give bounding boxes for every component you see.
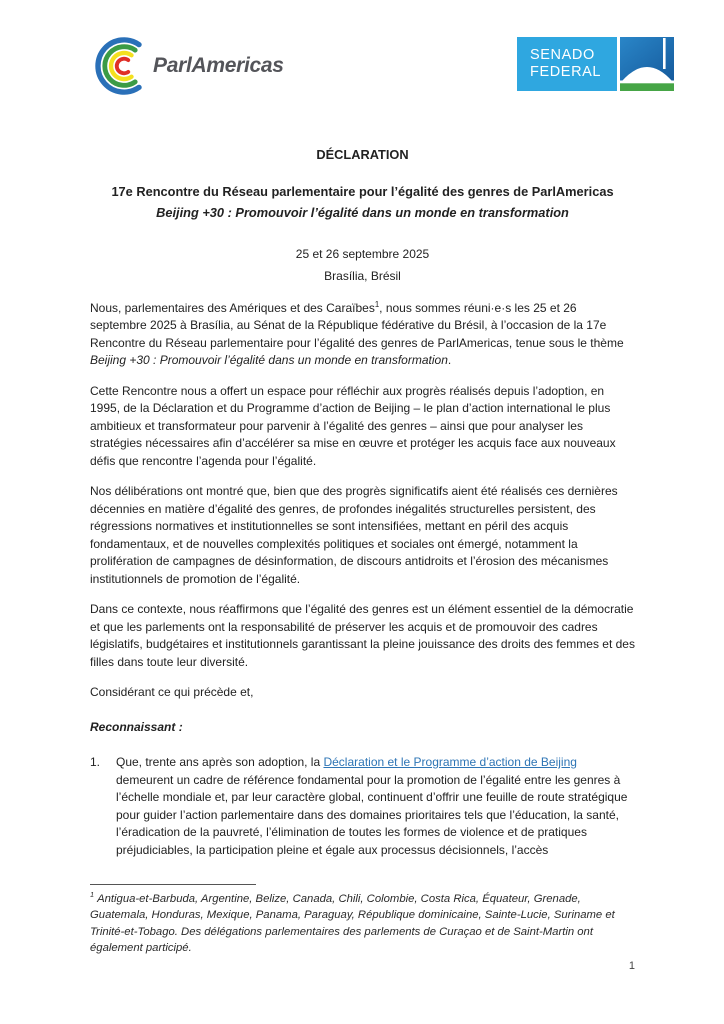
list-item-before-link: Que, trente ans après son adoption, la <box>116 755 324 769</box>
footnote-marker: 1 <box>90 890 95 900</box>
list-item-1 <box>90 754 635 859</box>
section-heading-reconnaissant: Reconnaissant : <box>90 719 183 734</box>
meeting-title: 17e Rencontre du Réseau parlementaire pour l’égalité des genres de ParlAmericas <box>111 183 614 199</box>
parlamericas-logo-text: ParlAmericas <box>153 54 284 77</box>
congress-dome-icon <box>620 37 674 91</box>
senado-federal-wordmark <box>517 37 617 91</box>
document-header <box>95 37 674 95</box>
meeting-dates: 25 et 26 septembre 2025 <box>295 246 430 261</box>
meeting-theme: Beijing +30 : Promouvoir l’égalité dans un monde en transformation <box>156 205 569 220</box>
senado-wordmark-line2: FEDERAL <box>530 64 602 80</box>
parlamericas-arcs-icon <box>95 37 157 95</box>
senado-federal-logo <box>517 37 674 91</box>
paragraph-deliberations: Nos délibérations ont montré que, bien que des progrès significatifs aient été réalisés ces dernières décennies en matière d’égalité des genres, de profondes inégalités structurelles persistent, des régressions normatives et institutionnelles se sont intensifiées, mettant en péril des acquis fondamentaux, et de nouvelles complexités politiques et sociales ont émergé, notamment la prolifération de campagnes de désinformation, de discours antidroits et l’érosion des mécanismes institutionnels de promotion de l’égalité. <box>90 484 618 586</box>
page-number: 1 <box>628 960 635 972</box>
document-title: DÉCLARATION <box>316 147 409 162</box>
intro-period: . <box>447 353 452 367</box>
meeting-heading <box>90 181 635 224</box>
footnote <box>90 891 635 956</box>
document-body <box>90 146 635 872</box>
footnote-ref-1: 1 <box>374 299 380 309</box>
beijing-declaration-link[interactable]: Déclaration et le Programme d’action de Beijing <box>323 755 577 769</box>
paragraph-context: Dans ce contexte, nous réaffirmons que l’égalité des genres est un élément essentiel de la démocratie et que les parlements ont la responsabilité de préserver les acquis et de promouvoir des cadres législatifs, budgétaires et institutionnels garantissant la pleine jouissance des droits des femmes et des filles dans toute leur diversité. <box>90 602 635 669</box>
list-item-after-link: demeurent un cadre de référence fondamental pour la promotion de l’égalité entre les genres à l’échelle mondiale et, par leur caractère global, continuent d’offrir une feuille de route stratégique pour guider l’action parlementaire dans des domaines prioritaires tels que l’éducation, la santé, l’éradication de la pauvreté, l’élimination de toutes les formes de violence et de pratiques préjudiciables, la participation pleine et égale aux processus décisionnels, l’accès <box>116 772 628 857</box>
theme-inline: Beijing +30 : Promouvoir l’égalité dans un monde en transformation <box>90 353 448 367</box>
meeting-location: Brasília, Brésil <box>324 268 401 283</box>
senado-wordmark-line1: SENADO <box>530 47 595 63</box>
list-item-text <box>116 754 635 859</box>
footnote-text: Antigua-et-Barbuda, Argentine, Belize, Canada, Chili, Colombie, Costa Rica, Équateur, Grenade, Guatemala, Honduras, Mexique, Panama, Paraguay, République dominicaine, Sainte-Lucie, Suriname et Trinité-et-Tobago. Des délégations parlementaires des parlements de Curaçao et de Saint-Martin ont également participé. <box>90 893 615 954</box>
intro-text-cont: , nous sommes réuni·e·s les 25 et 26 septembre 2025 à Brasília, au Sénat de la République fédérative du Brésil, à l’occasion de la 17e Rencontre du Réseau parlementaire pour l’égalité des genres de ParlAmericas, tenue sous le thème <box>90 300 624 350</box>
title-block <box>90 146 635 287</box>
parlamericas-logo <box>95 37 284 95</box>
intro-text: Nous, parlementaires des Amériques et des Caraïbes <box>90 300 375 315</box>
meeting-date-block <box>90 243 635 287</box>
list-item-number: 1. <box>90 755 101 769</box>
paragraph-reflection: Cette Rencontre nous a offert un espace pour réfléchir aux progrès réalisés depuis l’adoption, en 1995, de la Déclaration et du Programme d’action de Beijing – le plan d’action international le plus ambitieux et transformateur pour parvenir à l’égalité des genres – ainsi que pour analyser les stratégies nécessaires afin d’accélérer sa mise en œuvre et protéger les acquis face aux nouveaux défis que rencontre l’agenda pour l’égalité. <box>90 383 616 468</box>
footnote-separator <box>90 884 256 885</box>
paragraph-intro <box>90 300 635 370</box>
paragraph-considering: Considérant ce qui précède et, <box>90 685 254 699</box>
